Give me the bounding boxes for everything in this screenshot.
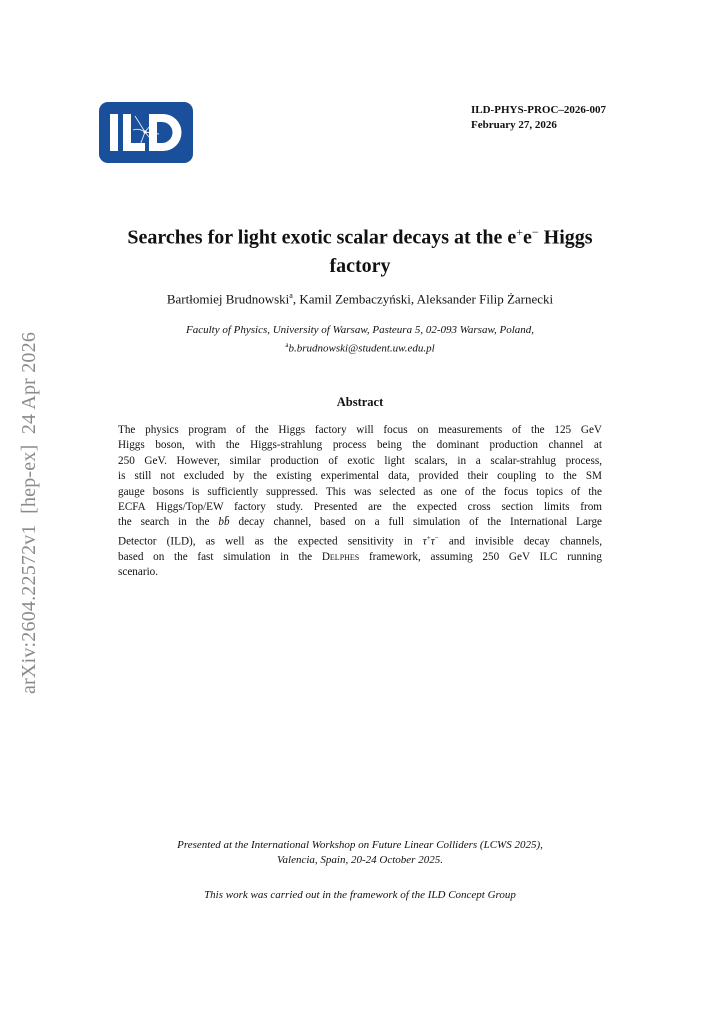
abstract-line: Detector (ILD), as well as the expected sensitivity in τ+τ− and invisible decay channels,: [118, 533, 602, 548]
report-date: February 27, 2026: [471, 119, 557, 131]
abstract-line: the search in the bb̄ decay channel, based on a full simulation of the International Large: [118, 516, 602, 529]
author-rest: , Kamil Zembaczyński, Aleksander Filip Żarnecki: [292, 291, 554, 307]
abstract-line: Higgs boson, with the Higgs-strahlung process being the dominant production channel at: [118, 439, 602, 452]
abstract-line: ECFA Higgs/Top/EW factory study. Presented are the expected cross section limits from: [118, 501, 602, 514]
author-first: Bartłomiej Brudnowski: [166, 291, 290, 307]
ild-logo: [99, 102, 193, 163]
abstract-line: is still not excluded by the existing experimental data, provided their coupling to the SM: [118, 470, 602, 483]
abstract-line: scenario.: [118, 566, 159, 579]
abstract-line: The physics program of the Higgs factory will focus on measurements of the 125 GeV: [118, 424, 602, 436]
framework-note: This work was carried out in the framework of the ILD Concept Group: [204, 889, 516, 901]
author-email[interactable]: $^a$b.brudnowski@student.uw.edu.pl: [285, 341, 435, 355]
report-id-block: [471, 103, 606, 133]
paper-title: Searches for light exotic scalar decays at the e+e− Higgs factory: [127, 225, 593, 277]
abstract-line: 250 GeV. However, similar production of exotic light scalars, in a scalar-strahlug process,: [118, 454, 602, 467]
affiliation: Faculty of Physics, University of Warsaw, Pasteura 5, 02-093 Warsaw, Poland, $^a$b.brudnowski@student.uw.edu.pl: [90, 323, 630, 357]
conference-note: Presented at the International Workshop on Future Linear Colliders (LCWS 2025), Valencia, Spain, 20-24 October 2025.: [177, 839, 543, 866]
abstract-line: based on the fast simulation in the Delphes framework, assuming 250 GeV ILC running: [118, 550, 602, 563]
abstract-text: [118, 423, 602, 581]
author-list: Bartłomiej Brudnowski$^a$, Kamil Zembaczyński, Aleksander Filip Żarnecki: [166, 291, 554, 307]
ild-logo-graphic: [99, 102, 193, 163]
arxiv-stamp[interactable]: arXiv:2604.22572v1 [hep-ex] 24 Apr 2026: [18, 331, 40, 694]
abstract-heading: Abstract: [336, 395, 384, 409]
report-number: ILD-PHYS-PROC–2026-007: [471, 104, 607, 116]
abstract-line: gauge bosons is sufficiently suppressed. This was selected as one of the focus topics of the: [118, 485, 602, 498]
